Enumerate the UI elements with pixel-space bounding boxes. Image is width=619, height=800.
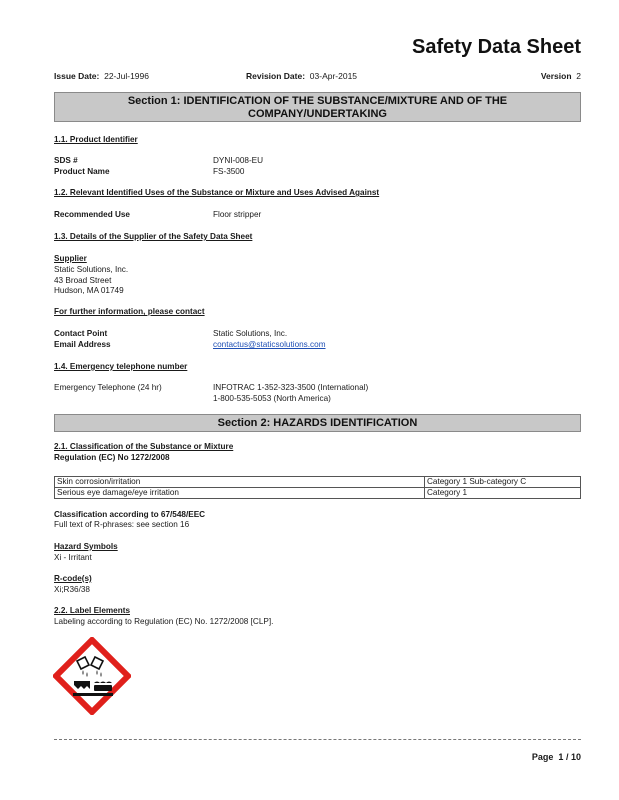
hazard-cell: Skin corrosion/irritation: [55, 477, 425, 488]
emergency-line-1: INFOTRAC 1-352-323-3500 (International): [213, 383, 369, 392]
page-total: 10: [570, 752, 581, 762]
version-value: 2: [576, 71, 581, 81]
issue-date-value: 22-Jul-1996: [104, 71, 149, 81]
issue-date-label: Issue Date:: [54, 71, 100, 81]
page-separator: /: [565, 752, 569, 762]
recommended-use-label: Recommended Use: [54, 210, 130, 219]
s12-heading: 1.2. Relevant Identified Uses of the Substance or Mixture and Uses Advised Against: [54, 188, 380, 197]
emergency-numbers: [213, 383, 368, 404]
page-indicator: [532, 752, 581, 762]
rcodes-heading: R-code(s): [54, 574, 92, 583]
supplier-street: 43 Broad Street: [54, 275, 112, 285]
s11-heading: 1.1. Product Identifier: [54, 135, 138, 144]
section1-title-line2: COMPANY/UNDERTAKING: [248, 108, 387, 120]
class-eec-heading: Classification according to 67/548/EEC: [54, 510, 206, 519]
classification-table: [54, 476, 581, 499]
table-row: [55, 488, 581, 499]
table-row: [55, 477, 581, 488]
sds-value: DYNI-008-EU: [213, 156, 264, 165]
page-label: Page: [531, 752, 554, 762]
document-title: Safety Data Sheet: [412, 36, 581, 58]
category-cell: Category 1 Sub-category C: [425, 477, 581, 488]
issue-date: [54, 71, 149, 81]
emergency-label: Emergency Telephone (24 hr): [54, 383, 162, 392]
revision-date-label: Revision Date:: [246, 71, 306, 81]
hazard-symbols-value: Xi - Irritant: [54, 553, 92, 562]
hazard-symbols-heading: Hazard Symbols: [54, 542, 118, 551]
product-name-label: Product Name: [54, 167, 110, 176]
sds-label: SDS #: [54, 156, 78, 165]
supplier-name: Static Solutions, Inc.: [54, 265, 129, 274]
s22-heading: 2.2. Label Elements: [54, 606, 130, 615]
s21-heading: 2.1. Classification of the Substance or Mixture: [54, 442, 234, 451]
regulation-label: Regulation (EC) No 1272/2008: [54, 453, 170, 462]
emergency-line-2: 1-800-535-5053 (North America): [213, 393, 331, 403]
contact-point-label: Contact Point: [54, 329, 108, 338]
version-label: Version: [540, 71, 572, 81]
contact-point-value: Static Solutions, Inc.: [213, 329, 288, 338]
version: [541, 71, 581, 81]
email-link[interactable]: contactus@staticsolutions.com: [213, 340, 326, 349]
supplier-city: Hudson, MA 01749: [54, 286, 124, 295]
s14-heading: 1.4. Emergency telephone number: [54, 362, 188, 371]
labeling-text: Labeling according to Regulation (EC) No. 1272/2008 [CLP].: [54, 617, 274, 626]
supplier-heading: Supplier: [54, 254, 87, 263]
email-label: Email Address: [54, 340, 111, 349]
section1-header: [54, 92, 581, 122]
section1-title-line1: Section 1: IDENTIFICATION OF THE SUBSTANCE/MIXTURE AND OF THE: [127, 95, 508, 107]
ghs05-corrosion-icon: [53, 637, 131, 715]
supplier-address: [54, 265, 128, 297]
revision-date: [246, 71, 357, 81]
rcodes-value: Xi;R36/38: [54, 585, 90, 594]
recommended-use-value: Floor stripper: [213, 210, 262, 219]
s13-heading: 1.3. Details of the Supplier of the Safety Data Sheet: [54, 232, 253, 241]
category-cell: Category 1: [425, 488, 581, 499]
contact-heading: For further information, please contact: [54, 307, 205, 316]
revision-date-value: 03-Apr-2015: [309, 71, 358, 81]
email-value: [213, 340, 326, 349]
footer-divider: [54, 739, 581, 740]
page-current: 1: [558, 752, 564, 762]
hazard-cell: Serious eye damage/eye irritation: [55, 488, 425, 499]
class-eec-text: Full text of R-phrases: see section 16: [54, 520, 190, 529]
section2-header: Section 2: HAZARDS IDENTIFICATION: [54, 414, 581, 432]
product-name-value: FS-3500: [213, 167, 245, 176]
